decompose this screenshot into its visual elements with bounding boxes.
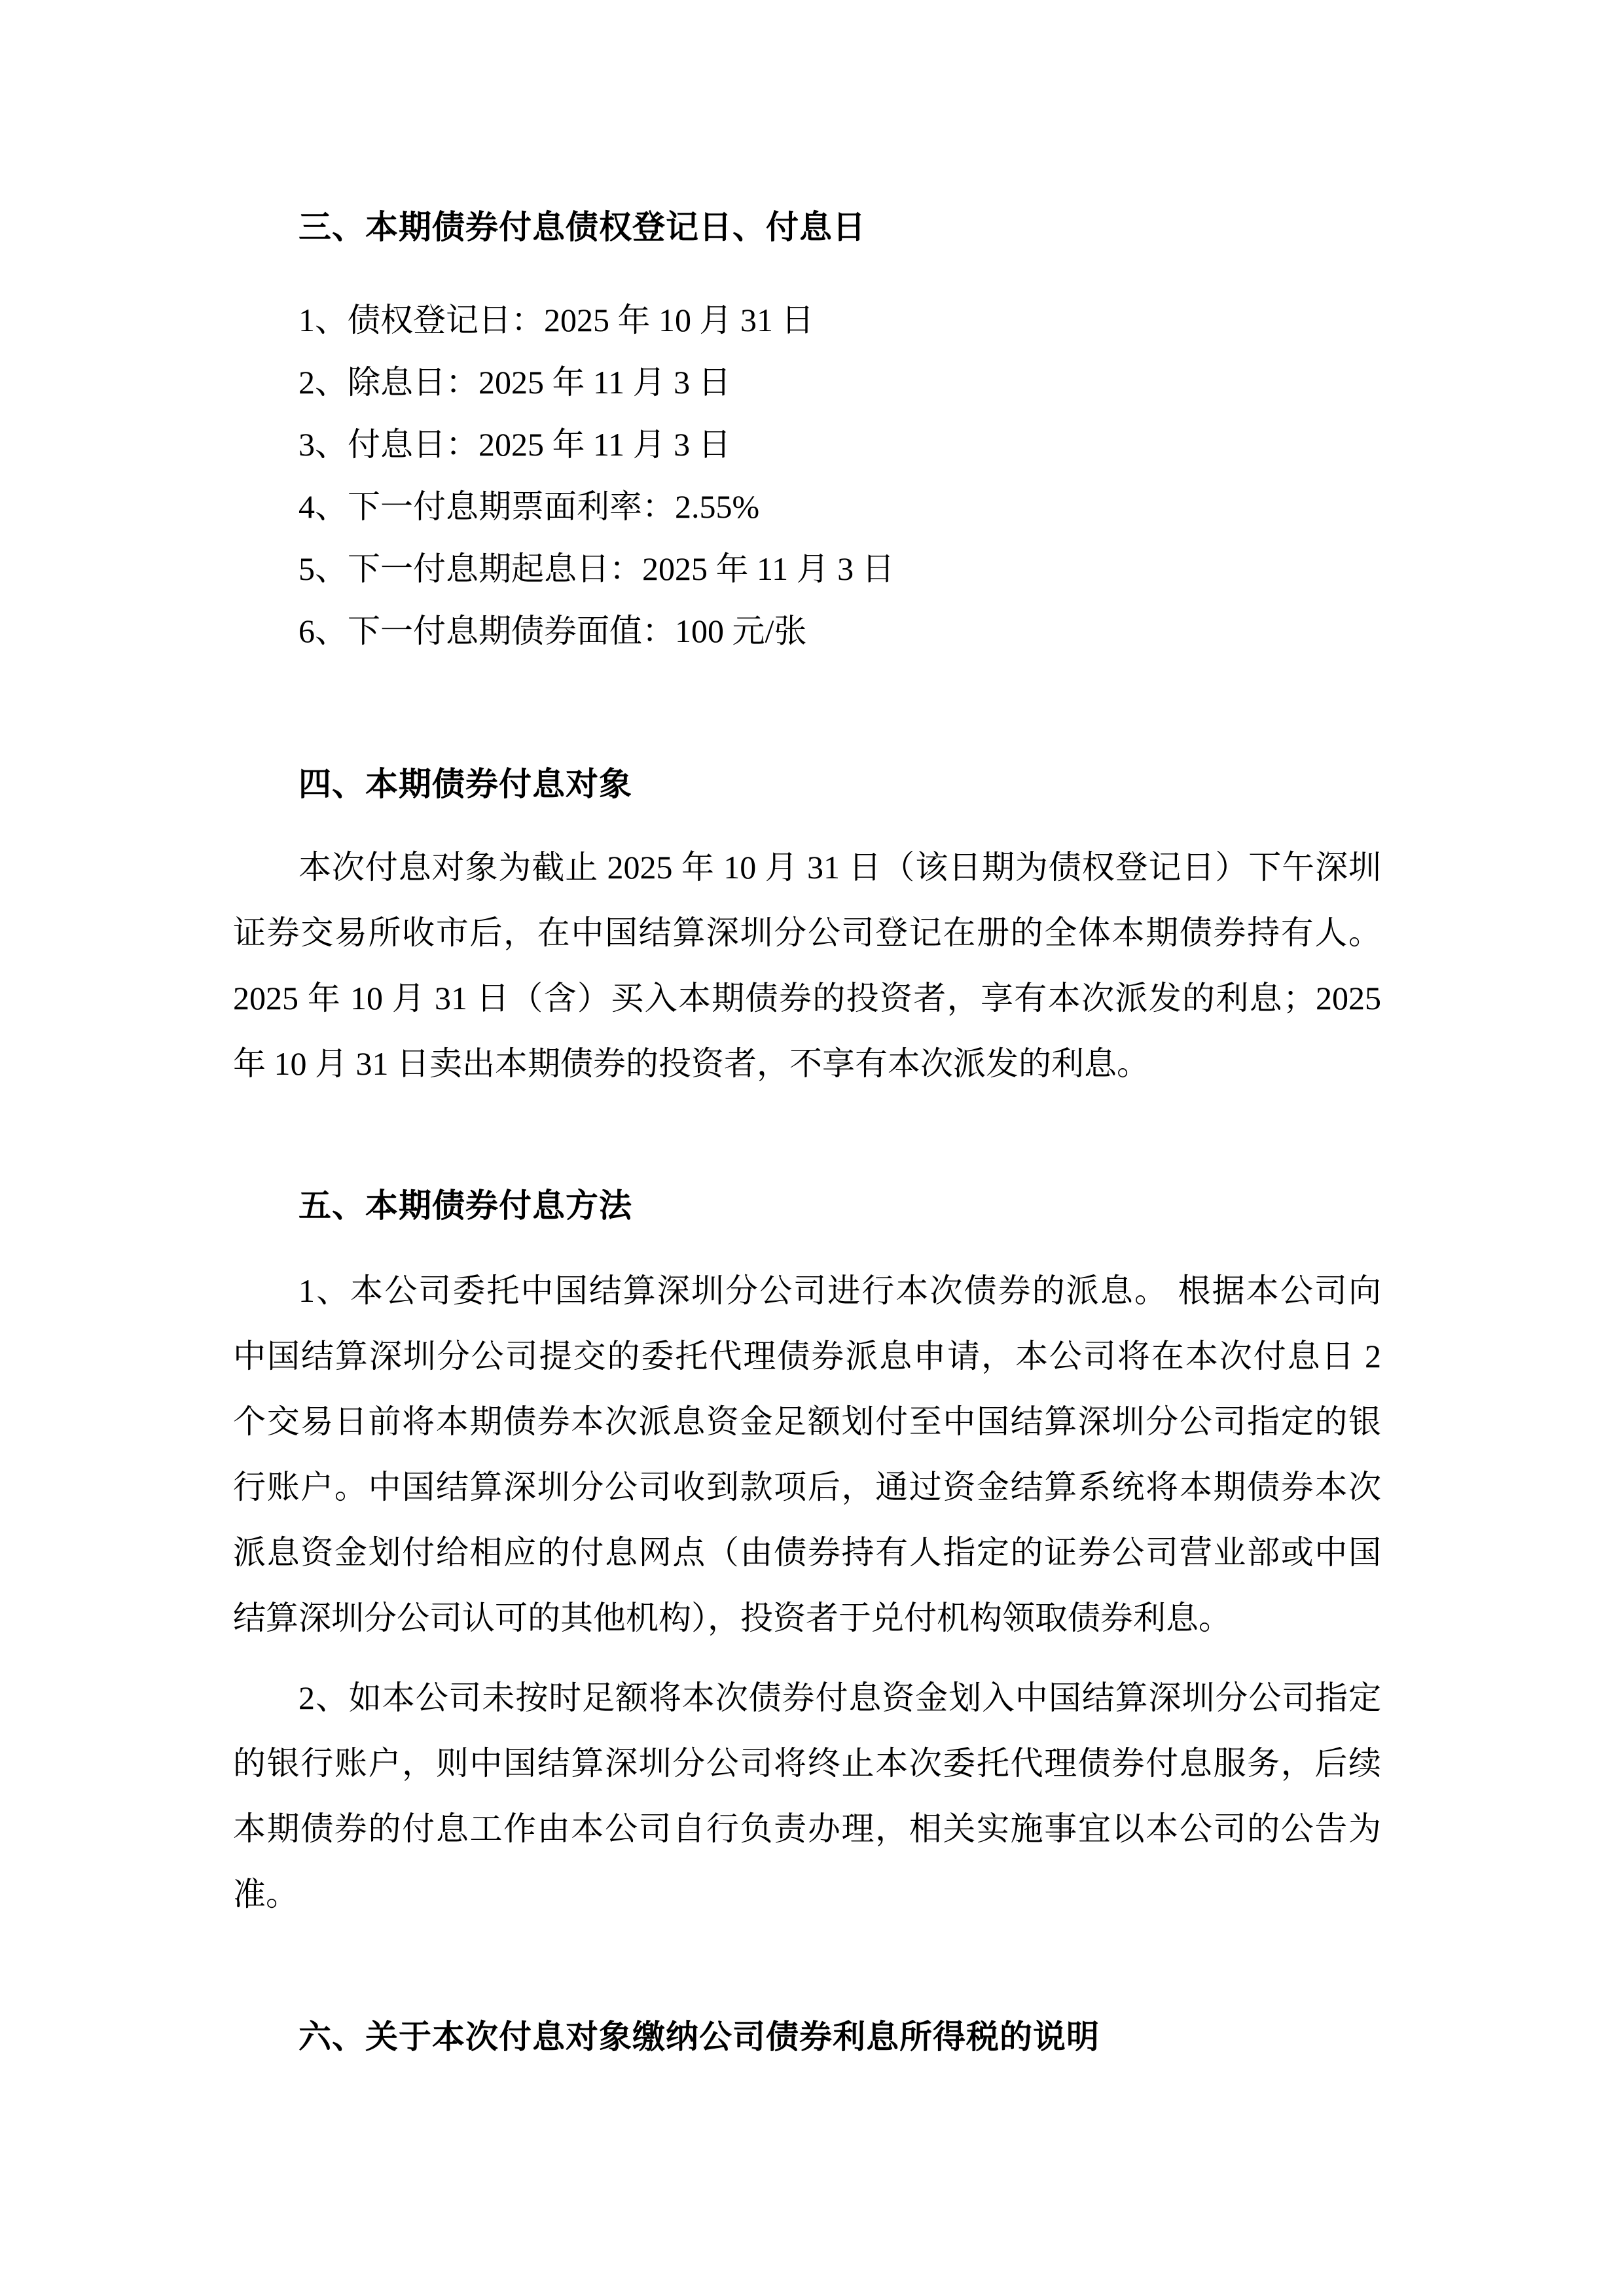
paragraph-line: 本次付息对象为截止 2025 年 10 月 31 日（该日期为债权登记日）下午深圳 xyxy=(298,849,1381,886)
paragraph-line: 的银行账户，则中国结算深圳分公司将终止本次委托代理债券付息服务，后续 xyxy=(233,1745,1381,1782)
section-4-paragraph xyxy=(233,834,1381,1096)
section-4-heading: 四、本期债券付息对象 xyxy=(298,766,632,802)
section-3-heading: 三、本期债券付息债权登记日、付息日 xyxy=(298,209,866,245)
list-item: 4、下一付息期票面利率：2.55% xyxy=(298,488,760,525)
paragraph-line: 1、本公司委托中国结算深圳分公司进行本次债券的派息。 根据本公司向 xyxy=(298,1272,1381,1309)
paragraph-line: 2025 年 10 月 31 日（含）买入本期债券的投资者，享有本次派发的利息；2025 xyxy=(233,980,1381,1016)
paragraph-line: 准。 xyxy=(233,1876,298,1912)
paragraph-line: 2、如本公司未按时足额将本次债券付息资金划入中国结算深圳分公司指定 xyxy=(298,1679,1381,1716)
list-item: 1、债权登记日：2025 年 10 月 31 日 xyxy=(298,302,814,338)
list-item: 6、下一付息期债券面值：100 元/张 xyxy=(298,613,807,649)
section-5-paragraph-1 xyxy=(233,1258,1381,1651)
paragraph-line: 派息资金划付给相应的付息网点（由债券持有人指定的证券公司营业部或中国 xyxy=(233,1534,1381,1571)
section-5-heading: 五、本期债券付息方法 xyxy=(298,1187,632,1224)
list-item: 5、下一付息期起息日：2025 年 11 月 3 日 xyxy=(298,550,895,587)
list-item: 2、除息日：2025 年 11 月 3 日 xyxy=(298,364,731,401)
paragraph-line: 个交易日前将本期债券本次派息资金足额划付至中国结算深圳分公司指定的银 xyxy=(233,1403,1381,1440)
section-3-list xyxy=(233,289,1381,662)
paragraph-line: 中国结算深圳分公司提交的委托代理债券派息申请，本公司将在本次付息日 2 xyxy=(233,1338,1381,1374)
section-6-heading: 六、关于本次付息对象缴纳公司债券利息所得税的说明 xyxy=(298,2018,1100,2055)
section-5-paragraph-2 xyxy=(233,1665,1381,1927)
paragraph-line: 年 10 月 31 日卖出本期债券的投资者，不享有本次派发的利息。 xyxy=(233,1045,1149,1082)
paragraph-line: 本期债券的付息工作由本公司自行负责办理，相关实施事宜以本公司的公告为 xyxy=(233,1810,1381,1847)
paragraph-line: 行账户。中国结算深圳分公司收到款项后，通过资金结算系统将本期债券本次 xyxy=(233,1469,1381,1505)
paragraph-line: 证券交易所收市后，在中国结算深圳分公司登记在册的全体本期债券持有人。 xyxy=(233,914,1381,951)
list-item: 3、付息日：2025 年 11 月 3 日 xyxy=(298,426,731,463)
paragraph-line: 结算深圳分公司认可的其他机构），投资者于兑付机构领取债券利息。 xyxy=(233,1600,1231,1636)
